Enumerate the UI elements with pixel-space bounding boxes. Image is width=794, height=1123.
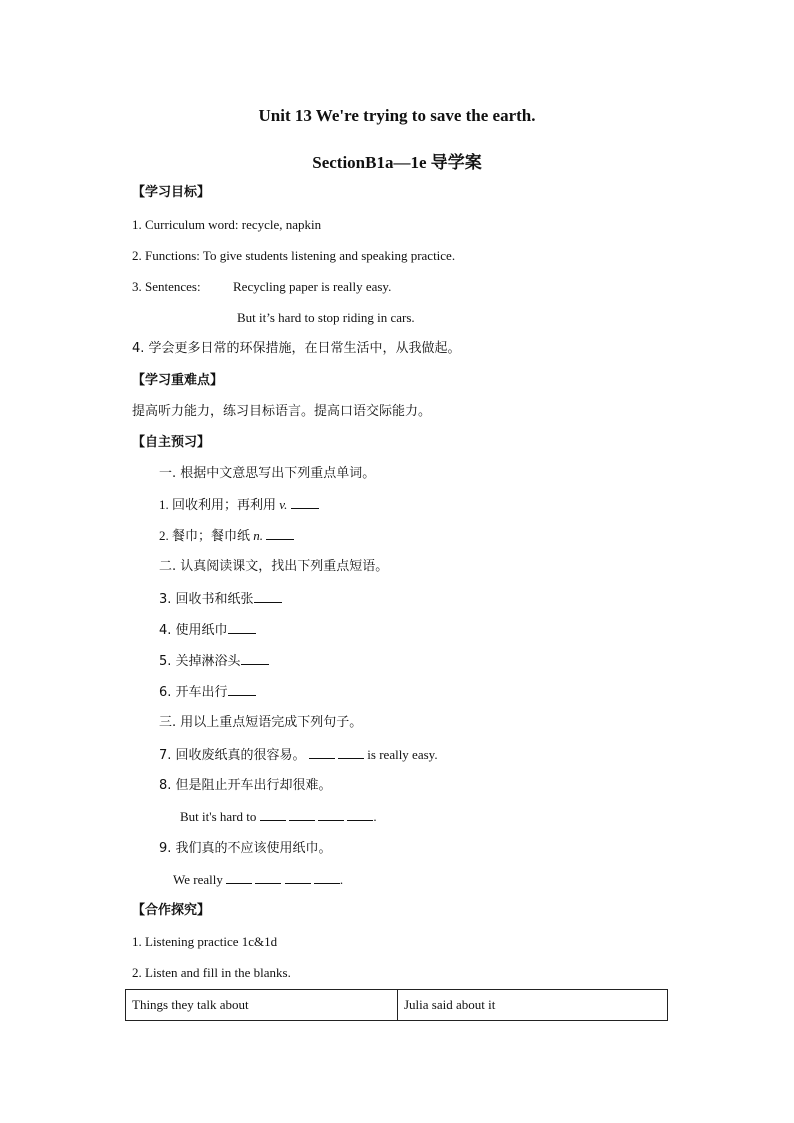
answer-blank[interactable]: [254, 590, 282, 603]
cooperation-item-2: 2. Listen and fill in the blanks.: [132, 965, 291, 980]
question-2: [159, 527, 294, 546]
question-5-text: 5. 关掉淋浴头: [159, 654, 241, 669]
answer-blank[interactable]: [228, 683, 256, 696]
question-2-pos: n.: [253, 528, 264, 543]
key-points-heading: 【学习重难点】: [132, 373, 224, 388]
question-7: [159, 746, 438, 765]
question-9-english: We really .: [173, 872, 344, 887]
answer-blank[interactable]: [291, 496, 319, 509]
question-3: [159, 590, 282, 609]
question-6: [159, 683, 256, 702]
objectives-heading: 【学习目标】: [132, 185, 211, 200]
preview-part-1: 一. 根据中文意思写出下列重点单词。: [159, 466, 376, 481]
answer-blank[interactable]: [314, 871, 340, 884]
question-9-text: 9. 我们真的不应该使用纸巾。: [159, 841, 332, 856]
question-1-text: 回收利用；再利用: [172, 498, 277, 513]
question-7-text: 7. 回收废纸真的很容易。: [159, 748, 306, 763]
page-title: Unit 13 We're trying to save the earth.: [258, 106, 536, 125]
question-1: [159, 496, 319, 515]
subtitle-cn: 导学案: [430, 153, 482, 173]
question-4: [159, 621, 256, 640]
objective-4: 4. 学会更多日常的环保措施，在日常生活中，从我做起。: [132, 341, 461, 356]
answer-blank[interactable]: [289, 808, 315, 821]
page-subtitle: [0, 148, 794, 173]
cooperation-heading: 【合作探究】: [132, 903, 211, 918]
question-2-number: 2.: [159, 528, 169, 543]
answer-blank[interactable]: [255, 871, 281, 884]
objective-2: 2. Functions: To give students listening and speaking practice.: [132, 248, 456, 263]
objective-1: 1. Curriculum word: recycle, napkin: [132, 217, 322, 232]
question-3-text: 3. 回收书和纸张: [159, 592, 254, 607]
question-7-english: is really easy.: [367, 747, 438, 762]
question-6-text: 6. 开车出行: [159, 685, 228, 700]
answer-blank[interactable]: [309, 746, 335, 759]
question-8-english: But it's hard to .: [180, 809, 377, 824]
objective-3-sentence-1: Recycling paper is really easy.: [233, 279, 392, 294]
preview-heading: 【自主预习】: [132, 435, 211, 450]
answer-blank[interactable]: [228, 621, 256, 634]
question-1-pos: v.: [279, 497, 288, 512]
answer-blank[interactable]: [318, 808, 344, 821]
question-9-sentence: We really: [173, 872, 223, 887]
answer-blank[interactable]: [347, 808, 373, 821]
blanks-table: [125, 989, 668, 1021]
answer-blank[interactable]: [338, 746, 364, 759]
preview-part-3: 三. 用以上重点短语完成下列句子。: [159, 715, 363, 730]
question-8-sentence: But it's hard to: [180, 809, 257, 824]
table-header-things: Things they talk about: [126, 990, 398, 1020]
cooperation-item-1: 1. Listening practice 1c&1d: [132, 934, 278, 949]
question-2-text: 餐巾；餐巾纸: [172, 529, 251, 544]
question-8-text: 8. 但是阻止开车出行却很难。: [159, 778, 332, 793]
question-4-text: 4. 使用纸巾: [159, 623, 228, 638]
answer-blank[interactable]: [260, 808, 286, 821]
key-points-text: 提高听力能力，练习目标语言。提高口语交际能力。: [132, 404, 432, 419]
answer-blank[interactable]: [285, 871, 311, 884]
answer-blank[interactable]: [266, 527, 294, 540]
objective-3-sentence-2: But it’s hard to stop riding in cars.: [237, 310, 415, 325]
objective-3-label: 3. Sentences:: [132, 279, 201, 294]
table-header-julia: Julia said about it: [404, 997, 496, 1012]
preview-part-2: 二. 认真阅读课文，找出下列重点短语。: [159, 559, 389, 574]
answer-blank[interactable]: [226, 871, 252, 884]
question-5: [159, 652, 269, 671]
question-1-number: 1.: [159, 497, 169, 512]
subtitle-en: SectionB1a—1e: [312, 153, 427, 172]
answer-blank[interactable]: [241, 652, 269, 665]
